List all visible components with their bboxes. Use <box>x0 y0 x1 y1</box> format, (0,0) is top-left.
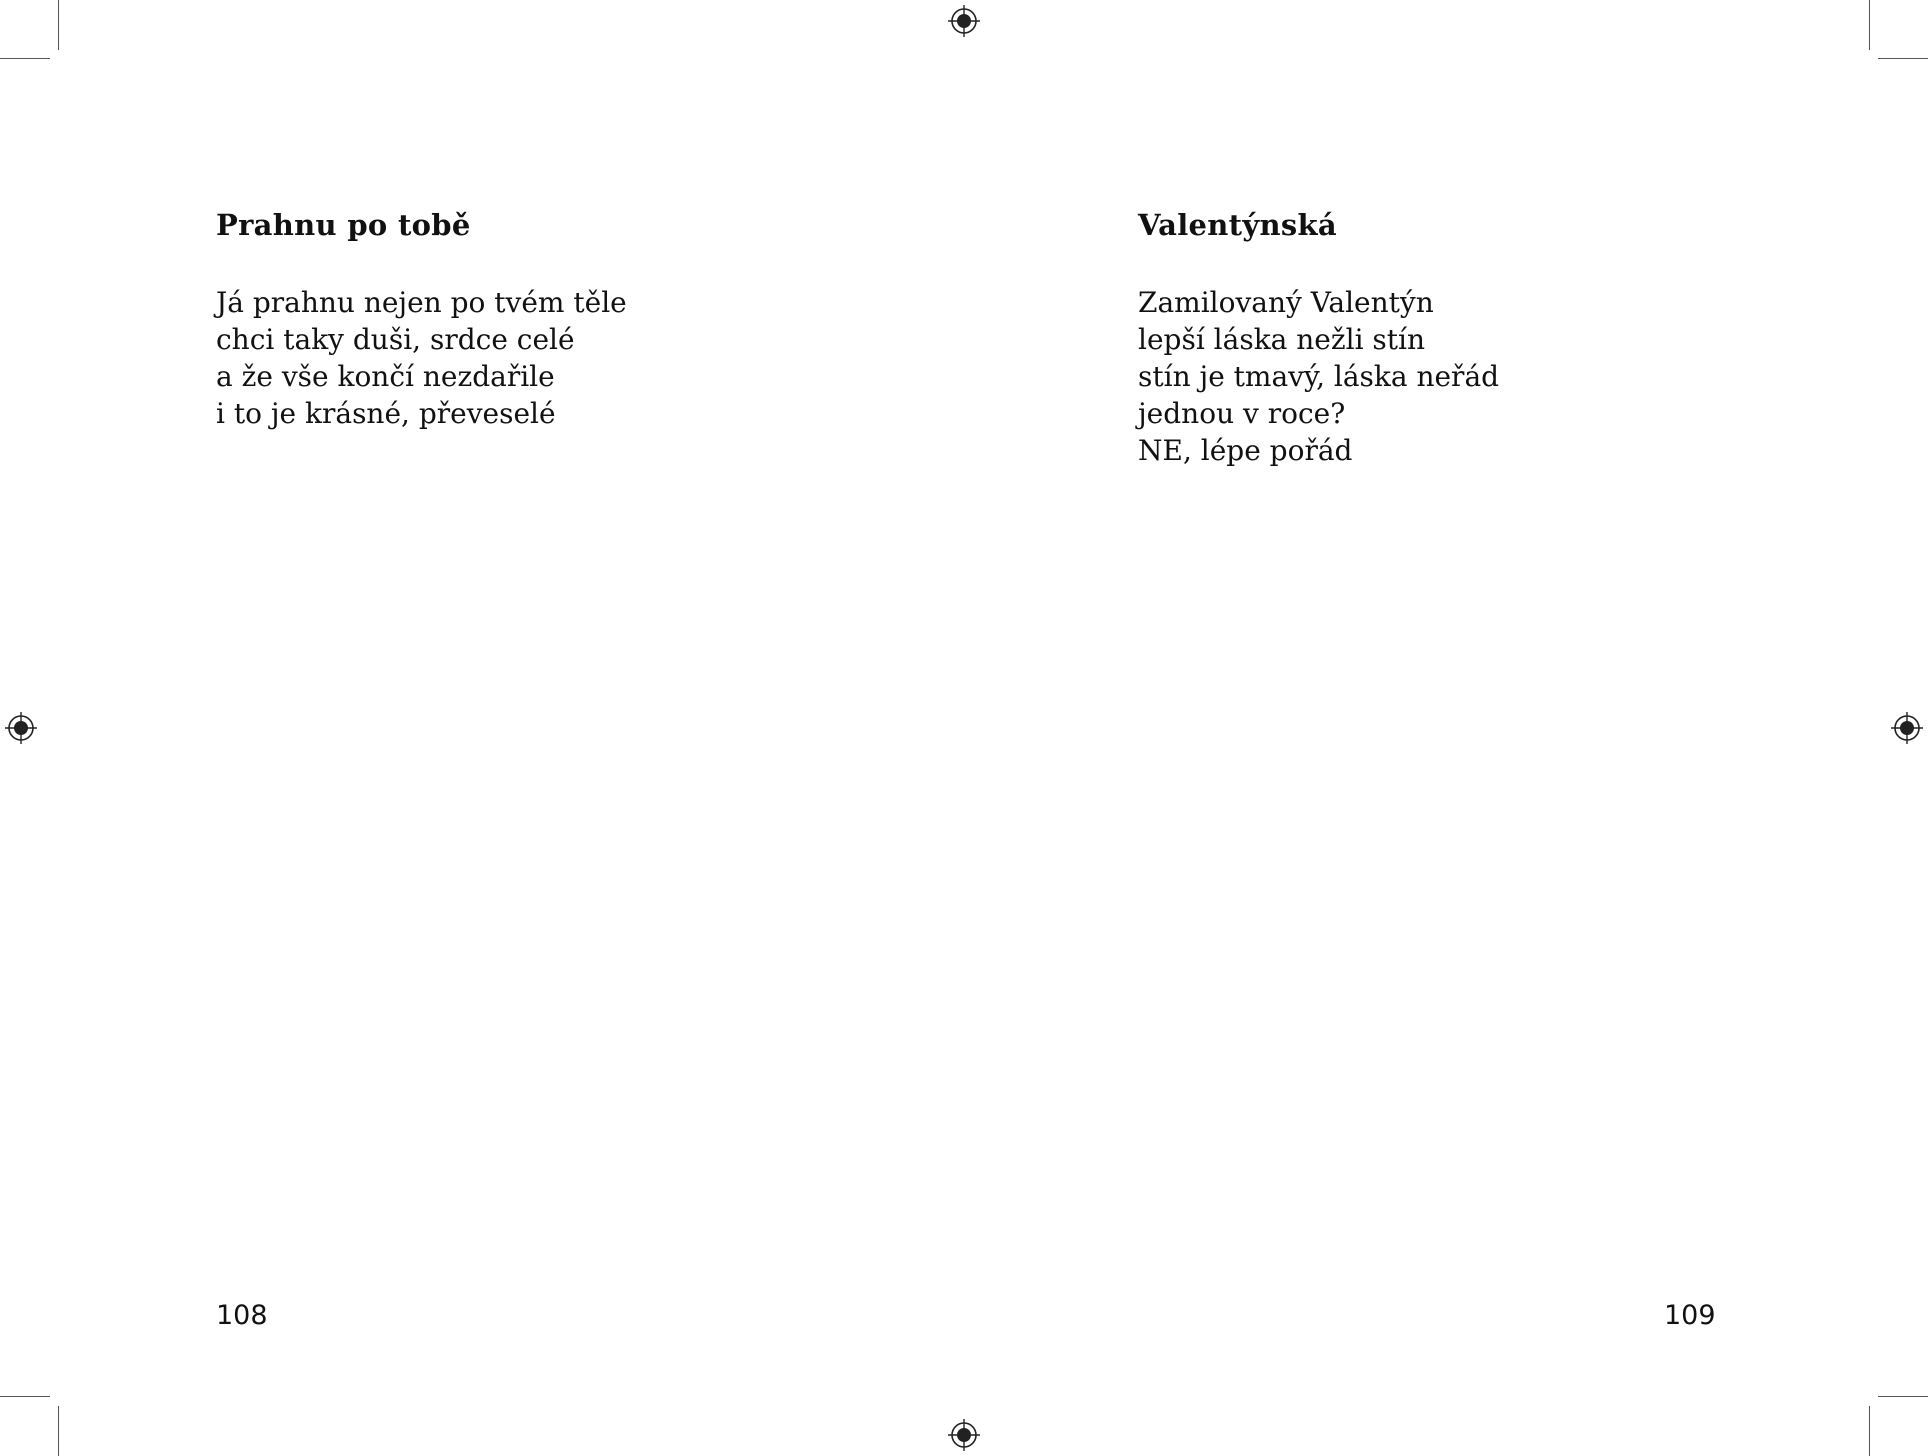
page-number: 109 <box>1664 1300 1716 1331</box>
poem-title: Prahnu po tobě <box>216 208 471 242</box>
poem-line: chci taky duši, srdce celé <box>216 323 575 356</box>
poem-line: stín je tmavý, láska neřád <box>1138 360 1500 393</box>
poem-line: lepší láska nežli stín <box>1138 323 1426 356</box>
poem-line: NE, lépe pořád <box>1138 434 1353 467</box>
poem-line: i to je krásné, převeselé <box>216 397 556 430</box>
poem-line: a že vše končí nezdařile <box>216 360 555 393</box>
poem-body <box>216 284 627 432</box>
poem-body <box>1138 284 1499 469</box>
poem-title: Valentýnská <box>1138 208 1338 242</box>
page-number: 108 <box>216 1300 268 1331</box>
poem-line: jednou v roce? <box>1138 397 1346 430</box>
poem-line: Zamilovaný Valentýn <box>1138 286 1434 319</box>
poem-line: Já prahnu nejen po tvém těle <box>216 286 627 319</box>
right-page <box>964 0 1928 1456</box>
